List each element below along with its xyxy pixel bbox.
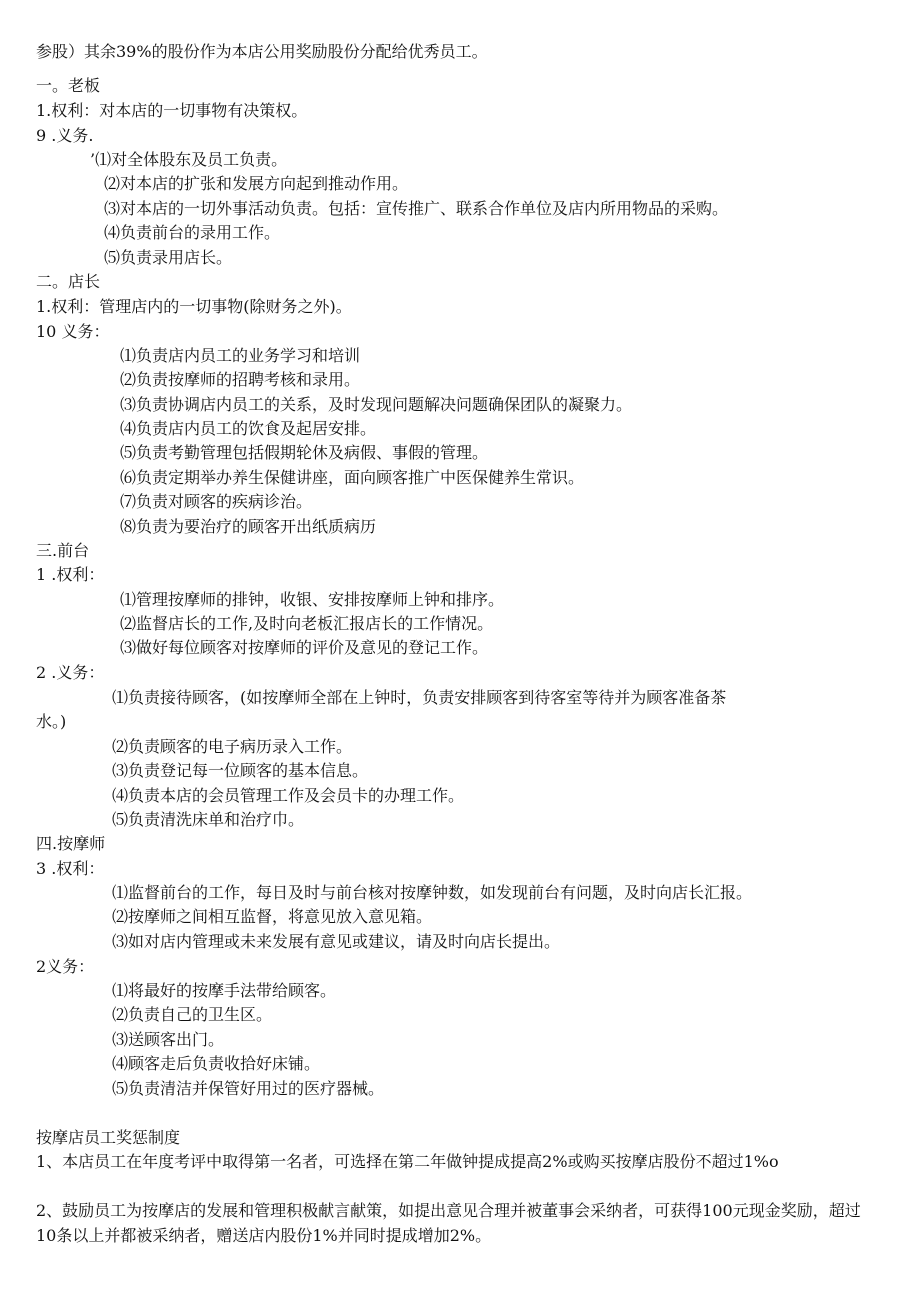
masseur-duty-item: ⑶送顾客出门。 — [112, 1030, 225, 1049]
masseur-duty-item: ⑵负责自己的卫生区。 — [112, 1005, 273, 1024]
boss-duty-item: ⑵对本店的扩张和发展方向起到推动作用。 — [104, 174, 409, 193]
front-desk-duties-label: 2 .义务： — [36, 663, 105, 682]
front-desk-right-item: ⑵监督店长的工作,及时向老板汇报店长的工作情况。 — [120, 614, 494, 633]
intro-text: 参股）其余39%的股份作为本店公用奖励股份分配给优秀员工。 — [36, 42, 488, 61]
masseur-right-item: ⑴监督前台的工作，每日及时与前台核对按摩钟数，如发现前台有问题，及时向店长汇报。 — [112, 883, 753, 902]
section-heading-masseur: 四.按摩师 — [36, 834, 106, 853]
manager-duty-item: ⑶负责协调店内员工的关系，及时发现问题解决问题确保团队的凝聚力。 — [120, 395, 633, 414]
section-heading-front-desk: 三.前台 — [36, 541, 90, 560]
manager-duty-item: ⑴负责店内员工的业务学习和培训 — [120, 346, 361, 365]
rewards-title: 按摩店员工奖惩制度 — [36, 1128, 181, 1147]
manager-duty-item: ⑵负责按摩师的招聘考核和录用。 — [120, 370, 361, 389]
manager-rights: 1.权利：管理店内的一切事物(除财务之外)。 — [36, 297, 352, 316]
manager-duty-item: ⑻负责为要治疗的顾客开出纸质病历 — [120, 517, 377, 536]
front-desk-rights-label: 1 .权利： — [36, 565, 105, 584]
front-desk-right-item: ⑶做好每位顾客对按摩师的评价及意见的登记工作。 — [120, 638, 489, 657]
front-desk-duty-item: ⑸负责清洗床单和治疗巾。 — [112, 810, 305, 829]
manager-duty-item: ⑺负责对顾客的疾病诊治。 — [120, 492, 313, 511]
front-desk-duty-item: ⑴负责接待顾客，(如按摩师全部在上钟时，负责安排顾客到待客室等待并为顾客准备茶 — [112, 688, 727, 707]
front-desk-duty-item: ⑷负责本店的会员管理工作及会员卡的办理工作。 — [112, 786, 465, 805]
manager-duty-item: ⑸负责考勤管理包括假期轮休及病假、事假的管理。 — [120, 443, 489, 462]
masseur-duties-label: 2义务： — [36, 957, 95, 976]
section-heading-manager: 二。店长 — [36, 272, 101, 291]
boss-duty-item: ⑸负责录用店长。 — [104, 248, 233, 267]
rewards-item: 2、鼓励员工为按摩店的发展和管理积极献言献策，如提出意见合理并被董事会采纳者，可获得100元现金奖励，超过10条以上并都被采纳者，赠送店内股份1%并同时提成增加2%。 — [36, 1201, 861, 1245]
boss-duty-item: ⑷负责前台的录用工作。 — [104, 223, 281, 242]
manager-duty-item: ⑷负责店内员工的饮食及起居安排。 — [120, 419, 377, 438]
front-desk-right-item: ⑴管理按摩师的排钟，收银、安排按摩师上钟和排序。 — [120, 590, 505, 609]
boss-duties-label: 9 .义务. — [36, 126, 94, 145]
front-desk-duty-item-continued: 水。) — [36, 712, 67, 731]
front-desk-duty-item: ⑶负责登记每一位顾客的基本信息。 — [112, 761, 369, 780]
masseur-right-item: ⑶如对店内管理或未来发展有意见或建议，请及时向店长提出。 — [112, 932, 561, 951]
boss-rights: 1.权利：对本店的一切事物有决策权。 — [36, 101, 308, 120]
masseur-duty-item: ⑷顾客走后负责收拾好床铺。 — [112, 1054, 321, 1073]
manager-duty-item: ⑹负责定期举办养生保健讲座，面向顾客推广中医保健养生常识。 — [120, 468, 585, 487]
boss-duty-item: ⑶对本店的一切外事活动负责。包括：宣传推广、联系合作单位及店内所用物品的采购。 — [104, 199, 729, 218]
masseur-duty-item: ⑴将最好的按摩手法带给顾客。 — [112, 981, 337, 1000]
masseur-duty-item: ⑸负责清洁并保管好用过的医疗器械。 — [112, 1079, 385, 1098]
masseur-right-item: ⑵按摩师之间相互监督，将意见放入意见箱。 — [112, 907, 433, 926]
rewards-item: 1、本店员工在年度考评中取得第一名者，可选择在第二年做钟提成提高2%或购买按摩店股份不超过1%o — [36, 1152, 779, 1171]
masseur-rights-label: 3 .权利： — [36, 859, 105, 878]
manager-duties-label: 10 义务： — [36, 322, 110, 341]
boss-duty-item: ’⑴对全体股东及员工负责。 — [90, 150, 288, 169]
front-desk-duty-item: ⑵负责顾客的电子病历录入工作。 — [112, 737, 353, 756]
section-heading-boss: 一。老板 — [36, 76, 101, 95]
